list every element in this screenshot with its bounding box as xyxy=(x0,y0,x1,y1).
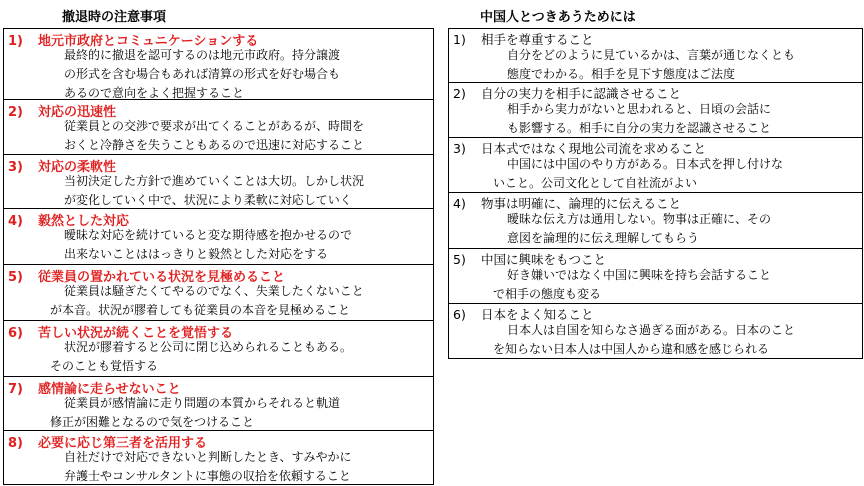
item-body xyxy=(64,117,364,155)
item-number: 5) xyxy=(453,252,466,267)
item-heading-text: 毅然とした対応 xyxy=(38,214,130,229)
left-item xyxy=(4,430,433,485)
item-body-line: 最終的に撤退を認可するのは地元市政府。持分譲渡 xyxy=(64,48,341,62)
item-heading-text: 地元市政府とコミュニケーションする xyxy=(38,34,259,49)
item-heading-text: 必要に応じ第三者を活用する xyxy=(38,436,208,451)
item-number: 2) xyxy=(8,105,23,120)
item-heading-text: 従業員の置かれている状況を見極めること xyxy=(38,270,286,285)
item-body-line: 意図を論理的に伝え理解してもらう xyxy=(507,231,700,245)
item-body-line: を知らない日本人は中国人から違和感を感じられる xyxy=(493,342,770,356)
item-body-line: 当初決定した方針で進めていくことは大切。しかし状況 xyxy=(64,174,365,188)
left-item xyxy=(4,376,433,430)
left-item xyxy=(4,28,433,99)
item-number: 2) xyxy=(453,86,466,101)
item-body-line: 従業員との交渉で要求が出てくることがあるが、時間を xyxy=(64,119,365,133)
item-number: 1) xyxy=(453,32,466,47)
item-body-line: 修正が困難となるので気をつけること xyxy=(50,415,255,429)
right-item xyxy=(449,82,862,137)
item-body-line: で相手の態度も変る xyxy=(493,287,602,301)
item-number: 5) xyxy=(8,270,23,285)
item-body-line: 相手から実力がないと思われると、日頃の会話に xyxy=(507,102,772,116)
item-body xyxy=(493,321,796,359)
item-body-line: 自社だけで対応できないと判断したとき、すみやかに xyxy=(64,450,352,464)
right-item xyxy=(449,303,862,359)
left-item xyxy=(4,99,433,154)
item-heading-text: 対応の柔軟性 xyxy=(38,160,117,175)
item-body-line: 中国には中国のやり方がある。日本式を押し付けな xyxy=(507,157,784,171)
item-number: 3) xyxy=(8,160,23,175)
item-body-line: 日本人は自国を知らなさ過ぎる面がある。日本のこと xyxy=(507,323,796,337)
item-body-line: 従業員は騒ぎたくてやるのでなく、失業したくないこと xyxy=(64,284,364,298)
item-body xyxy=(64,448,352,486)
item-body-line: も影響する。相手に自分の実力を認識させること xyxy=(507,121,772,135)
left-item xyxy=(4,264,433,320)
item-body-line: の形式を含む場合もあれば清算の形式を好む場合も xyxy=(64,67,341,81)
item-body xyxy=(50,282,364,320)
right-item xyxy=(449,248,862,303)
left-item xyxy=(4,208,433,264)
item-body xyxy=(493,155,784,193)
right-item xyxy=(449,28,862,82)
item-heading-text: 日本をよく知ること xyxy=(481,307,594,322)
item-heading-text: 日本式ではなく現地公司流を求めること xyxy=(481,141,707,156)
item-body-line: が変化していく中で、状況により柔軟に対応していく xyxy=(64,193,352,207)
china-relations-table xyxy=(448,28,863,359)
item-body-line: 従業員が感情論に走り問題の本質からそれると軌道 xyxy=(64,396,341,410)
item-body-line: 弁護士やコンサルタントに事態の収拾を依頼すること xyxy=(64,469,351,483)
item-body xyxy=(64,172,364,210)
item-body xyxy=(64,226,352,264)
item-heading-text: 対応の迅速性 xyxy=(38,105,117,120)
right-item xyxy=(449,192,862,248)
item-body-line: 出来ないことははっきりと毅然とした対応をする xyxy=(64,247,329,261)
item-body-line: 態度でわかる。相手を見下す態度はご法度 xyxy=(507,67,736,81)
item-body-line: 曖昧な対応を続けていると変な期待感を抱かせるので xyxy=(64,228,353,242)
left-item xyxy=(4,320,433,376)
item-body xyxy=(507,46,795,84)
withdrawal-notes-table xyxy=(3,28,434,485)
item-body-line: 好き嫌いではなく中国に興味を持ち会話すること xyxy=(507,268,772,282)
item-body-line: おくと冷静さを失うこともあるので迅速に対応すること xyxy=(64,138,365,152)
item-body-line: そのことも覚悟する xyxy=(50,359,159,373)
left-item xyxy=(4,154,433,208)
item-number: 6) xyxy=(453,307,466,322)
item-heading-text: 中国に興味をもつこと xyxy=(481,252,607,267)
item-number: 3) xyxy=(453,141,466,156)
item-body xyxy=(50,394,341,432)
item-body-line: が本音。状況が膠着しても従業員の本音を見極めること xyxy=(50,303,351,317)
item-heading-text: 苦しい状況が続くことを覚悟する xyxy=(38,326,234,341)
item-number: 1) xyxy=(8,34,23,49)
item-body xyxy=(507,210,771,248)
item-number: 4) xyxy=(453,196,466,211)
item-number: 6) xyxy=(8,326,23,341)
item-body-line: 曖昧な伝え方は通用しない。物事は正確に、その xyxy=(507,212,772,226)
item-body-line: 自分をどのように見ているかは、言葉が通じなくとも xyxy=(507,48,796,62)
item-body xyxy=(64,46,340,103)
item-heading-text: 自分の実力を相手に認識させること xyxy=(481,86,682,101)
item-heading-text: 相手を尊重すること xyxy=(481,32,594,47)
right-item xyxy=(449,137,862,192)
item-body-line: いこと。公司文化として自社流がよい xyxy=(493,176,698,190)
item-body xyxy=(507,100,771,138)
item-body xyxy=(50,338,353,376)
left-title: 撤退時の注意事項 xyxy=(62,10,167,25)
item-body-line: 状況が膠着すると公司に閉じ込められることもある。 xyxy=(64,340,353,354)
item-number: 8) xyxy=(8,436,23,451)
item-body xyxy=(493,266,772,304)
item-heading-text: 物事は明確に、論理的に伝えること xyxy=(481,196,682,211)
item-body-line: あるので意向をよく把握すること xyxy=(64,86,245,100)
item-number: 7) xyxy=(8,382,23,397)
right-title: 中国人とつきあうためには xyxy=(480,10,636,25)
item-heading-text: 感情論に走らせないこと xyxy=(38,382,181,397)
item-number: 4) xyxy=(8,214,23,229)
